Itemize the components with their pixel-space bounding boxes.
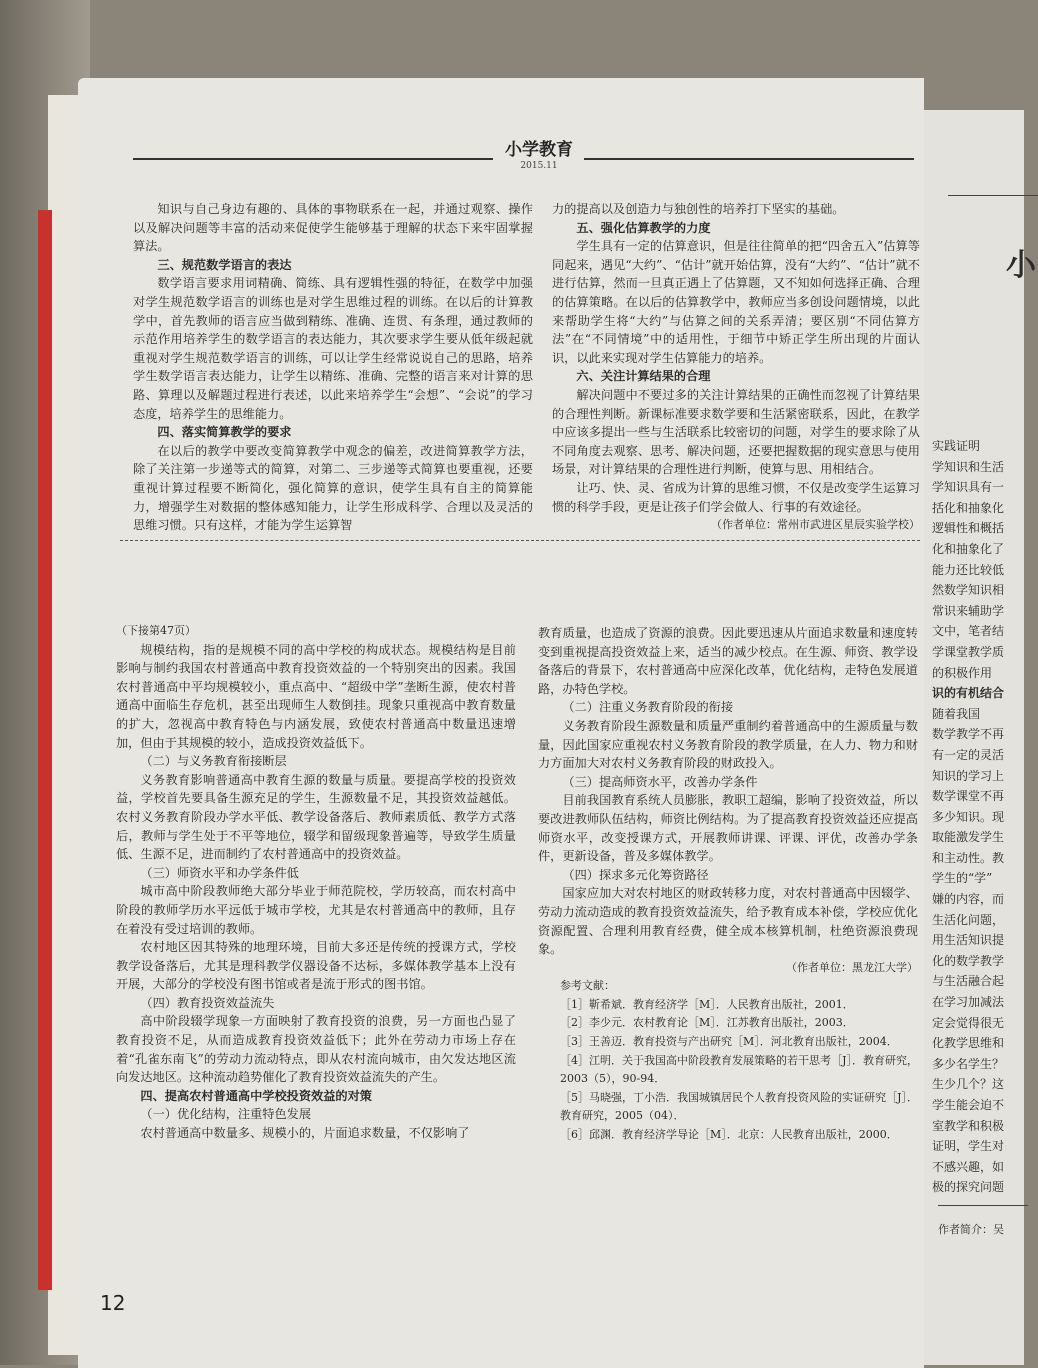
right-page-footer-line (938, 1205, 1028, 1206)
right-page-line: 常识来辅助学 (932, 603, 1005, 618)
right-page-footer: 作者简介：吴 (938, 1223, 1004, 1236)
right-page-line: 取能激发学生 (932, 830, 1005, 845)
right-page-line: 数学课堂不再 (932, 789, 1005, 804)
right-page-line: 化教学思维和 (932, 1036, 1005, 1051)
subsection-heading: （三）提高师资水平，改善办学条件 (562, 774, 758, 789)
right-page-line: 学知识具有一 (932, 480, 1005, 495)
right-page-line: 用生活知识提 (932, 933, 1005, 948)
paragraph: 在以后的教学中要改变简算教学中观念的偏差，改进简算教学方法，除了关注第一步递等式的简算，对第二、三步递等式简算也要重视，还要重视计算过程要不断简化，强化简算的意识，使学生具有自主的简算能力，增强学生对数据的整体感知能力，让学生形成科学、合理以及灵活的思维习惯。只有这样，才能为学生运算智 (133, 443, 533, 533)
paragraph: 数学语言要求用词精确、简练、具有逻辑性强的特征，在数学中加强对学生规范数学语言的训练也是对学生思维过程的训练。在以后的计算教学中，首先教师的语言应当做到精练、准确、连贯、有条理，通过教师的示范作用培养学生的数学语言的表达能力，其次要求学生要从低年级起就重视对学生规范数学语言的训练，可以让学生经常说说自己的思路，培养学生数学语言表达能力，让学生以精练、准确、完整的语言来对计算的思路、算理以及解题过程进行表述，以此来培养学生“会想”、“会说”的学习态度，培养学生的思维能力。 (133, 276, 533, 421)
right-page-line: 学课堂教学质 (932, 644, 1005, 659)
right-page-line: 证明，学生对 (932, 1139, 1005, 1154)
paragraph: 解决问题中不要过多的关注计算结果的正确性而忽视了计算结果的合理性判断。新课标准要求数学要和生活紧密联系，因此，在教学中应该多提出一些与生活联系比较密切的问题，对学生的要求除了从不同角度去观察、思考、解决问题，还要把握数据的现实意思与使用场景，对计算结果的合理性进行判断，使算与思、用相结合。 (552, 387, 920, 477)
right-page-line: 的积极作用 (932, 665, 993, 680)
reference-item: 参考文献： (560, 979, 615, 993)
paragraph: 教育质量，也造成了资源的浪费。因此要迅速从片面追求数量和速度转变到重视提高投资效益上来，适当的减少校点。在生源、师资、教学设备落后的背景下，农村普通高中应深化改革，优化结构，走特色发展道路，办特色学校。 (538, 626, 918, 696)
paragraph: 目前我国教育系统人员膨胀，教职工超编，影响了投资效益，所以要改进教师队伍结构，师资比例结构。为了提高教育投资效益还应提高师资水平，改变授课方式，开展教师讲课、评课、评优，改善办学条件，更新设备，普及多媒体教学。 (538, 793, 918, 864)
reference-item: ［4］江明．关于我国高中阶段教育发展策略的若干思考［J］．教育研究，2003（5），90-94． (560, 1053, 918, 1086)
paragraph: 农村地区因其特殊的地理环境，目前大多还是传统的授课方式，学校教学设备落后，尤其是理科教学仪器设备不达标，多媒体教学基本上没有开展，大部分的学校没有图书馆或者是流于形式的图书馆。 (116, 940, 516, 992)
article-column-bottom-left (116, 622, 516, 1143)
paragraph: （下接第47页） (116, 624, 196, 637)
paragraph: 学生具有一定的估算意识，但是往往简单的把“四舍五入”估算等同起来，遇见“大约”、“估计”就开始估算，没有“大约”、“估计”就不进行估算，然而一旦真正遇上了估算题，又不知如何选择正确、合理的估算策略。在以后的估算教学中，教师应当多创设问题情境，以此来帮助学生将“大约”与估算之间的关系弄清；要区别“不同估算方法”在“不同情境”中的适用性，于细节中矫正学生所出现的片面认识，以此来实现对学生估算能力的培养。 (552, 239, 920, 365)
right-page-line: 括化和抽象化 (932, 500, 1005, 515)
subsection-heading: （四）教育投资效益流失 (140, 995, 275, 1010)
right-page-line: 化的数学教学 (932, 953, 1005, 968)
paragraph: 义务教育影响普通高中教育生源的数量与质量。要提高学校的投资效益，学校首先要具备生源充足的学生，生源数量不足，其投资效益越低。农村义务教育阶段办学水平低、教学设备落后、教师素质低、教学方式落后，教师与学生处于不平等地位，辍学和留级现象普遍等，导致学生质量低、生源不足，进而制约了农村普通高中的投资效益。 (116, 772, 516, 862)
right-page-header-line (948, 195, 1038, 196)
section-heading: 六、关注计算结果的合理 (576, 369, 711, 384)
right-page-line: 知识的学习上 (932, 768, 1005, 783)
right-page-line: 多少知识。现 (932, 809, 1005, 824)
right-page-line: 数学教学不再 (932, 727, 1005, 742)
article-column-top-right (552, 200, 920, 535)
right-page-line: 有一定的灵活 (932, 747, 1005, 762)
author-affiliation: （作者单位：常州市武进区星辰实验学校） (711, 518, 920, 532)
subsection-heading: （二）与义务教育衔接断层 (140, 754, 287, 769)
red-cover-edge (38, 210, 52, 1290)
paragraph: 国家应加大对农村地区的财政转移力度，对农村普通高中因辍学、劳动力流动造成的教育投资效益流失，给予教育成本补偿，学校应优化资源配置、合理利用教育经费，健全成本核算机制，杜绝资源浪费现象。 (538, 886, 918, 957)
right-page-line: 生少几个？这 (932, 1077, 1005, 1092)
right-page-line: 在学习加减法 (932, 995, 1005, 1010)
section-heading: 四、提高农村普通高中学校投资效益的对策 (140, 1088, 372, 1103)
right-page-line: 和主动性。教 (932, 850, 1005, 865)
article-column-top-left (133, 200, 533, 535)
right-page-line: 学生能会迫不 (932, 1098, 1005, 1112)
right-page-line: 极的探究问题 (932, 1180, 1005, 1195)
right-page-line: 实践证明 (932, 439, 981, 453)
right-page-line: 化和抽象化了 (932, 541, 1005, 556)
paragraph: 农村普通高中数量多、规模小的，片面追求数量，不仅影响了 (140, 1126, 470, 1141)
right-page-line: 生活化问题， (932, 912, 1005, 927)
journal-title: 小学教育 (505, 140, 573, 160)
journal-header (498, 140, 580, 180)
reference-item: ［2］李少元．农村教育论［M］．江苏教育出版社，2003． (560, 1016, 854, 1030)
paragraph: 知识与自己身边有趣的、具体的事物联系在一起，并通过观察、操作以及解决问题等丰富的活动来促使学生能够基于理解的状态下来牢固掌握算法。 (133, 202, 533, 254)
right-page-line: 不感兴趣，如 (932, 1159, 1005, 1174)
reference-item: ［3］王善迈．教育投资与产出研究［M］．河北教育出版社，2004． (560, 1035, 898, 1049)
right-page-line: 逻辑性和概括 (932, 521, 1005, 536)
right-page-line: 学生的“学” (932, 871, 993, 886)
right-page-line: 识的有机结合 (932, 686, 1005, 701)
right-page-line: 与生活融合起 (932, 974, 1005, 989)
section-heading: 三、规范数学语言的表达 (157, 257, 292, 272)
right-page-line: 然数学知识相 (932, 583, 1005, 598)
paragraph: 力的提高以及创造力与独创性的培养打下坚实的基础。 (552, 202, 845, 216)
paragraph: 让巧、快、灵、省成为计算的思维习惯，不仅是改变学生运算习惯的科学手段，更是让孩子们学会做人、行事的有效途径。 (552, 480, 920, 514)
magazine-page (78, 78, 924, 1368)
reference-item: ［5］马晓强，丁小浩．我国城镇居民个人教育投资风险的实证研究［J］．教育研究，2005（04）． (560, 1090, 918, 1123)
section-heading: 五、强化估算教学的力度 (576, 220, 711, 235)
header-rule-right (584, 158, 914, 160)
paragraph: 城市高中阶段教师绝大部分毕业于师范院校，学历较高，而农村高中阶段的教师学历水平远低于城市学校，尤其是农村普通高中的教师，且存在着没有受过培训的教师。 (116, 884, 516, 936)
article-column-bottom-right (538, 624, 918, 1145)
right-page-line: 随着我国 (932, 706, 981, 721)
right-page-line: 室教学和积极 (932, 1118, 1005, 1133)
section-heading: 四、落实简算教学的要求 (157, 425, 292, 440)
subsection-heading: （二）注重义务教育阶段的衔接 (562, 700, 734, 715)
subsection-heading: （一）优化结构，注重特色发展 (140, 1107, 312, 1122)
reference-item: ［1］靳希斌．教育经济学［M］．人民教育出版社，2001． (560, 997, 854, 1011)
right-page-line: 能力还比较低 (932, 562, 1005, 577)
reference-item: ［6］邱渊．教育经济学导论［M］．北京：人民教育出版社，2000． (560, 1128, 898, 1142)
right-page-line: 嫌的内容，而 (932, 892, 1005, 907)
right-page-line: 定会觉得很无 (932, 1015, 1005, 1030)
right-page-line: 学知识和生活 (932, 459, 1005, 474)
paragraph: 规模结构，指的是规模不同的高中学校的构成状态。规模结构是目前影响与制约我国农村普通高中教育投资效益的一个特别突出的因素。我国农村普通高中平均规模较小，重点高中、“超级中学”垄断生源，使农村普通高中面临生存危机，甚至出现师生人数倒挂。现象只重视高中教育数量的扩大，忽视高中教育特色与内涵发展，致使农村普通高中数量迅速增加，但由于其规模的较小，造成投资效益低下。 (116, 642, 516, 750)
subsection-heading: （四）探求多元化筹资路径 (562, 867, 709, 882)
header-rule-left (133, 158, 493, 160)
right-page-line: 多少名学生？ (932, 1056, 1005, 1071)
subsection-heading: （三）师资水平和办学条件低 (140, 865, 299, 880)
right-page-text (932, 436, 1032, 1198)
right-facing-page (918, 110, 1036, 1365)
page-number: 12 (100, 1291, 126, 1315)
right-page-big-char: 小 (1006, 248, 1036, 283)
article-divider (120, 540, 920, 541)
underlying-page-edge (48, 95, 78, 1355)
paragraph: 高中阶段辍学现象一方面映射了教育投资的浪费，另一方面也凸显了教育投资不足，从而造成教育投资效益低下；此外在劳动力市场上存在着“孔雀东南飞”的劳动力流动特点，即从农村流向城市，由欠发达地区流向发达地区。这种流动趋势催化了教育投资效益流失的产生。 (116, 1014, 516, 1085)
author-affiliation: （作者单位：黑龙江大学） (786, 960, 918, 974)
right-page-line: 文中，笔者结 (932, 624, 1005, 639)
issue-date: 2015.11 (520, 161, 558, 171)
paragraph: 义务教育阶段生源数量和质量严重制约着普通高中的生源质量与数量，因此国家应重视农村义务教育阶段的教学质量，在人力、物力和财力方面加大对农村义务教育阶段的财政投入。 (538, 718, 918, 771)
